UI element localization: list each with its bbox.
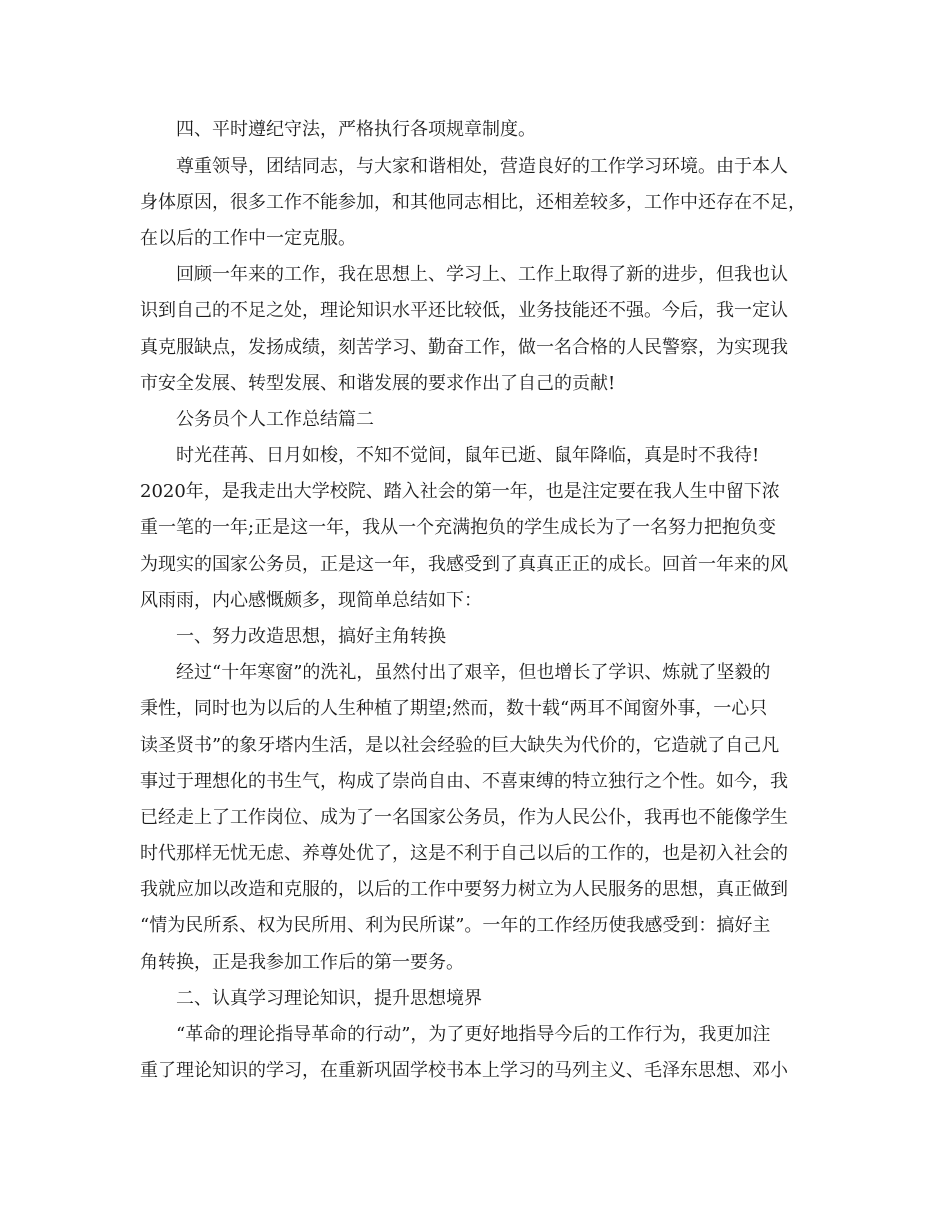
text-line-10: 时光荏苒、日月如梭，不知不觉间，鼠年已逝、鼠年降临，真是时不我待! — [176, 445, 760, 466]
text-line-27: 重了理论知识的学习，在重新巩固学校书本上学习的马列主义、毛泽东思想、邓小 — [140, 1060, 788, 1081]
section-title-2: 公务员个人工作总结篇二 — [176, 409, 374, 430]
text-line-19: 事过于理想化的书生气，构成了崇尚自由、不喜束缚的特立独行之个性。如今，我 — [140, 771, 788, 792]
text-line-13: 为现实的国家公务员，正是这一年，我感受到了真真正正的成长。回首一年来的风 — [140, 554, 788, 575]
text-line-26: “革命的理论指导革命的行动”，为了更好地指导今后的工作行为，我更加注 — [176, 1024, 771, 1045]
text-line-24: 角转换，正是我参加工作后的第一要务。 — [140, 952, 464, 973]
text-line-16: 经过“十年寒窗”的洗礼，虽然付出了艰辛，但也增长了学识、炼就了坚毅的 — [176, 662, 771, 683]
text-line-4: 在以后的工作中一定克服。 — [140, 228, 356, 249]
text-line-11: 2020年，是我走出大学校院、踏入社会的第一年，也是注定要在我人生中留下浓 — [140, 481, 780, 502]
subheading-1: 一、努力改造思想，搞好主角转换 — [176, 626, 446, 647]
subheading-2: 二、认真学习理论知识，提升思想境界 — [176, 988, 482, 1009]
text-line-7: 真克服缺点，发扬成绩，刻苦学习、勤奋工作，做一名合格的人民警察，为实现我 — [140, 337, 788, 358]
text-line-21: 时代那样无忧无虑、养尊处优了，这是不利于自己以后的工作的，也是初入社会的 — [140, 843, 788, 864]
text-line-17: 秉性，同时也为以后的人生种植了期望;然而，数十载“两耳不闻窗外事，一心只 — [140, 698, 768, 719]
text-line-22: 我就应加以改造和克服的，以后的工作中要努力树立为人民服务的思想，真正做到 — [140, 879, 788, 900]
text-line-12: 重一笔的一年;正是这一年，我从一个充满抱负的学生成长为了一名努力把抱负变 — [140, 517, 777, 538]
text-line-1: 四、平时遵纪守法，严格执行各项规章制度。 — [176, 119, 536, 140]
text-line-6: 识到自己的不足之处，理论知识水平还比较低，业务技能还不强。今后，我一定认 — [140, 300, 788, 321]
text-line-14: 风雨雨，内心感慨颇多，现简单总结如下： — [140, 590, 482, 611]
text-line-2: 尊重领导，团结同志，与大家和谐相处，营造良好的工作学习环境。由于本人 — [176, 156, 788, 177]
text-line-18: 读圣贤书”的象牙塔内生活，是以社会经验的巨大缺失为代价的，它造就了自己凡 — [140, 735, 780, 756]
text-line-20: 已经走上了工作岗位、成为了一名国家公务员，作为人民公仆，我再也不能像学生 — [140, 807, 788, 828]
text-line-5: 回顾一年来的工作，我在思想上、学习上、工作上取得了新的进步，但我也认 — [176, 264, 788, 285]
text-line-23: “情为民所系、权为民所用、利为民所谋”。一年的工作经历使我感受到：搞好主 — [140, 915, 771, 936]
text-line-8: 市安全发展、转型发展、和谐发展的要求作出了自己的贡献! — [140, 373, 616, 394]
text-line-3: 身体原因，很多工作不能参加，和其他同志相比，还相差较多，工作中还存在不足， — [140, 192, 806, 213]
